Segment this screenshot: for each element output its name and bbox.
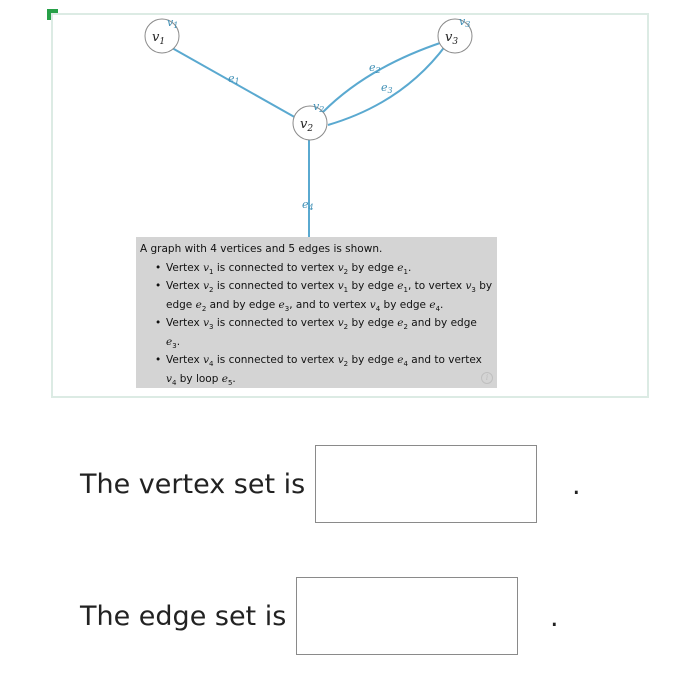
info-icon[interactable]: i xyxy=(481,372,493,384)
vertex-v2-label: $v_2$ xyxy=(300,117,314,134)
graph-description-tooltip xyxy=(136,237,497,388)
edge-e4-label: e4 xyxy=(302,198,314,212)
vertex-set-label: The vertex set is xyxy=(80,468,306,500)
description-item: • Vertex $v_2$ is connected to vertex $v_1$ by edge $e_1$, to vertex $v_3$ by edge $e_2$ and by edge $e_3$, and to vertex $v_4$ by edge $e_4$. xyxy=(166,277,493,314)
vertex-v2-tag: v2 xyxy=(313,100,325,114)
vertex-set-period: . xyxy=(572,470,581,501)
description-list xyxy=(140,259,493,389)
description-heading: A graph with 4 vertices and 5 edges is shown. xyxy=(140,243,383,255)
edge-e2-label: e2 xyxy=(369,61,381,75)
vertex-v3-tag: v3 xyxy=(459,15,471,29)
vertex-v1-label: $v_1$ xyxy=(152,30,166,47)
description-item: • Vertex $v_3$ is connected to vertex $v_2$ by edge $e_2$ and by edge $e_3$. xyxy=(166,314,493,351)
edge-set-input[interactable] xyxy=(296,577,518,655)
vertex-set-input[interactable] xyxy=(315,445,537,523)
vertex-v3-label: $v_3$ xyxy=(445,30,459,47)
vertex-set-row xyxy=(80,445,537,523)
edge-e1-label: e1 xyxy=(228,72,240,86)
edge-set-row xyxy=(80,577,518,655)
vertex-v1-tag: v1 xyxy=(167,16,179,30)
edge-set-period: . xyxy=(550,602,559,633)
edge-e3-label: e3 xyxy=(381,81,393,95)
edge-set-label: The edge set is xyxy=(80,600,287,632)
description-item: • Vertex $v_4$ is connected to vertex $v_2$ by edge $e_4$ and to vertex $v_4$ by loop $e_5$. xyxy=(166,351,493,388)
description-item: • Vertex $v_1$ is connected to vertex $v_2$ by edge $e_1$. xyxy=(166,259,493,278)
